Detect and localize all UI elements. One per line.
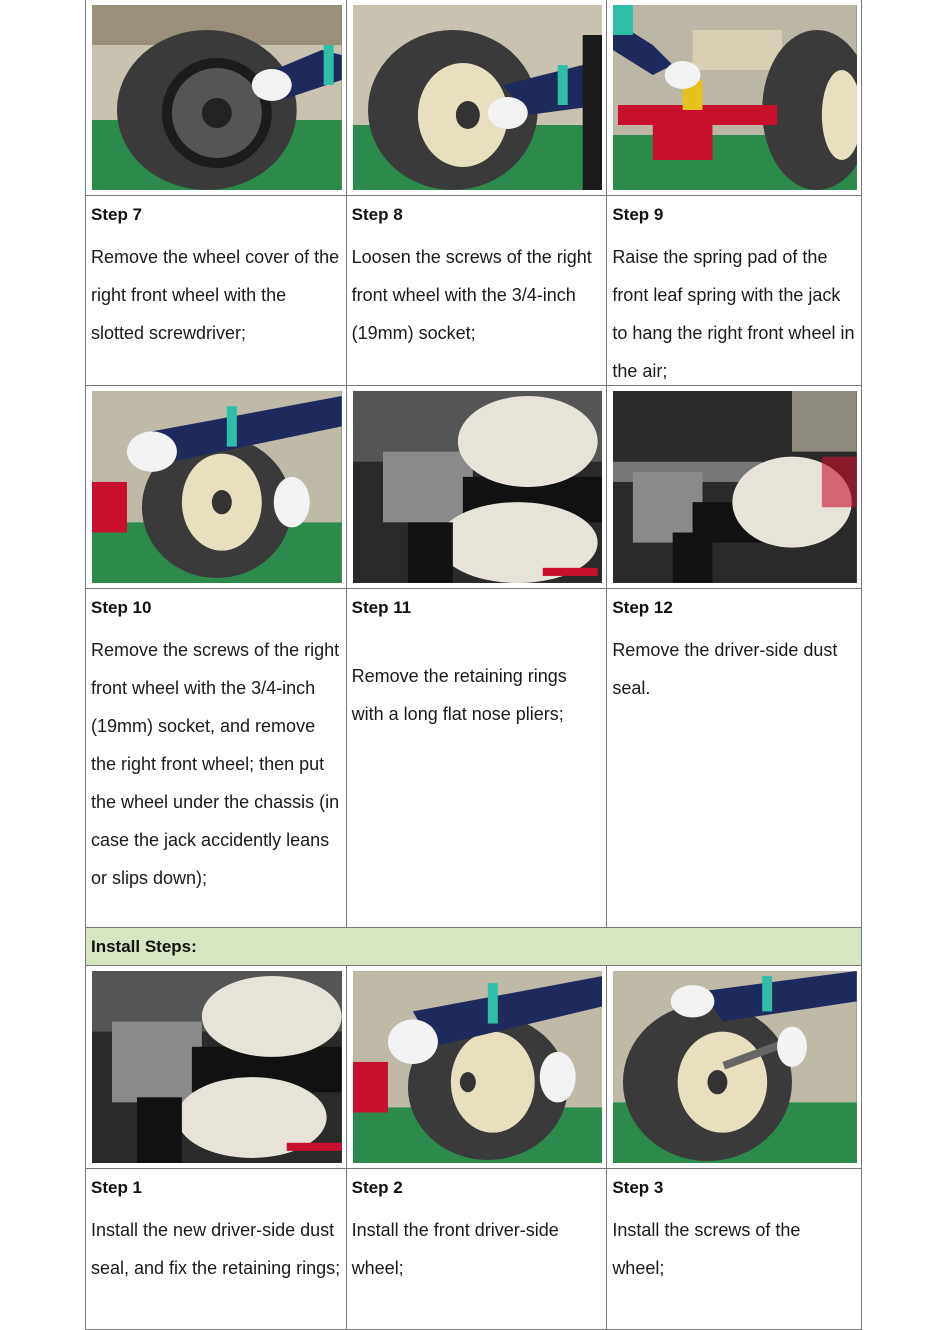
step-description: Remove the wheel cover of the right front wheel with the slotted screwdriver; [91,247,340,343]
step-title: Step 7 [91,205,143,224]
step-cell [607,1169,862,1329]
photo-row [85,386,862,589]
photo-cell [607,386,862,588]
step-cell [607,589,862,927]
photo-row [85,966,862,1169]
step-cell [86,589,347,927]
step-11-photo [353,391,603,583]
step-8-photo [353,5,603,190]
step-cell [86,1169,347,1329]
step-description: Raise the spring pad of the front leaf spring with the jack to hang the right front wheel in the air; [612,247,855,381]
install-step-1-photo [92,971,342,1163]
step-cell [347,589,608,927]
photo-cell [86,0,347,195]
step-cell [347,1169,608,1329]
step-9-photo [613,5,857,190]
step-title: Step 3 [612,1178,664,1197]
install-step-3-photo [613,971,857,1163]
step-description: Install the screws of the wheel; [612,1220,801,1278]
photo-cell [607,966,862,1168]
step-description: Remove the driver-side dust seal. [612,640,838,698]
step-title: Step 2 [351,1178,403,1197]
step-title: Step 1 [91,1178,143,1197]
step-description: Remove the retaining rings with a long flat nose pliers; [351,666,567,724]
step-description: Remove the screws of the right front wheel with the 3/4-inch (19mm) socket, and remove the right front wheel; then put the wheel under the chassis (in case the jack accidently leans or slips down); [91,640,340,888]
install-step-2-photo [353,971,603,1163]
photo-cell [347,386,608,588]
step-12-photo [613,391,857,583]
step-title: Step 9 [612,205,664,224]
step-cell [607,196,862,385]
step-title: Step 8 [351,205,403,224]
step-description: Loosen the screws of the right front wheel with the 3/4-inch (19mm) socket; [351,247,592,343]
step-title: Step 11 [351,598,412,617]
step-cell [347,196,608,385]
step-10-photo [92,391,342,583]
text-row [85,1169,862,1330]
photo-cell [86,386,347,588]
photo-cell [607,0,862,195]
step-description: Install the front driver-side wheel; [351,1220,559,1278]
text-row [85,196,862,386]
photo-cell [86,966,347,1168]
text-row [85,589,862,928]
photo-row [85,0,862,196]
photo-cell [347,966,608,1168]
step-title: Step 10 [91,598,152,617]
install-steps-header: Install Steps: [85,928,862,966]
step-title: Step 12 [612,598,673,617]
step-7-photo [92,5,342,190]
step-description: Install the new driver-side dust seal, and fix the retaining rings; [91,1220,341,1278]
steps-table [85,0,862,1330]
photo-cell [347,0,608,195]
step-cell [86,196,347,385]
